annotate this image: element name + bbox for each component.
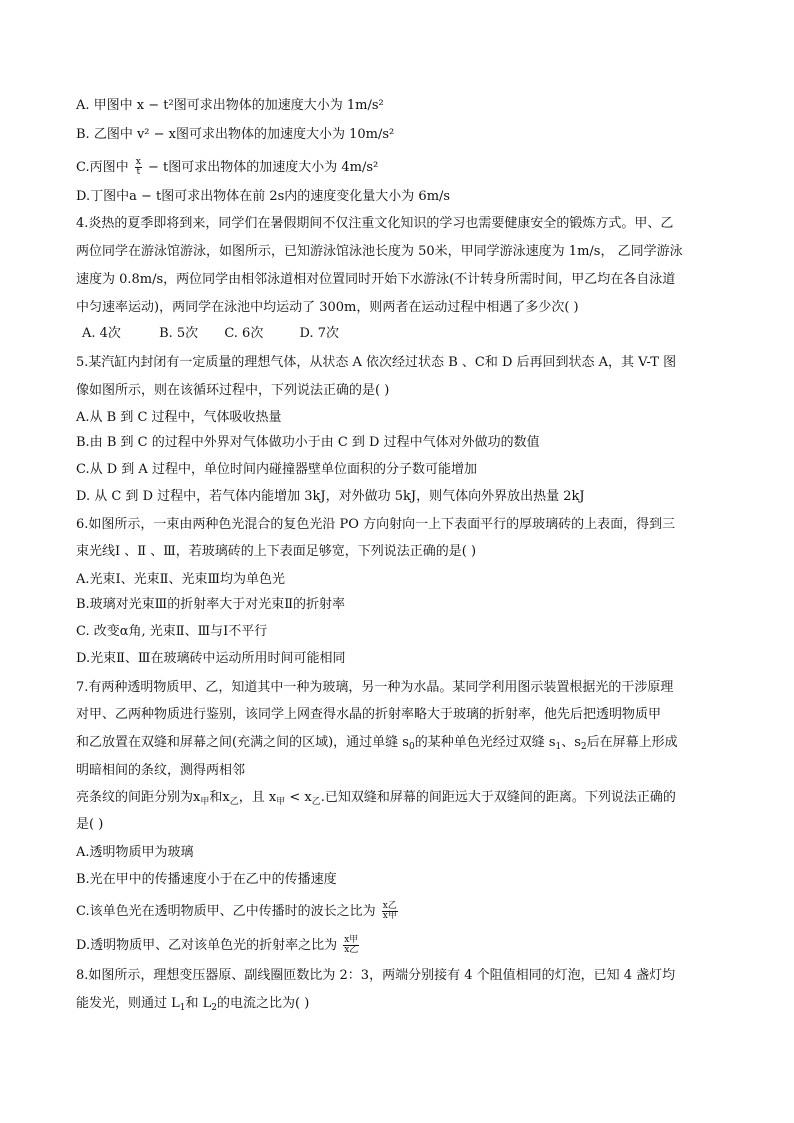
q4-stem-line: 两位同学在游泳馆游泳，如图所示，已知游泳馆泳池长度为 50米，甲同学游泳速度为 1m/s， 乙同学游泳: [76, 244, 683, 259]
q7-text: 和乙放置在双缝和屏幕之间(充满之间的区域)，通过单缝 s: [76, 735, 409, 750]
q7-stem-line: [76, 790, 676, 810]
q3-option-c-suffix: − t图可求出物体的加速度大小为 4m/s²: [147, 160, 379, 175]
fraction-denominator: x甲: [382, 911, 397, 921]
q6-stem-line: 6.如图所示，一束由两种色光混合的复色光沿 PO 方向射向一上下表面平行的厚玻璃砖的上表面，得到三: [76, 517, 676, 532]
q8-text: 的电流之比为( ): [217, 996, 310, 1011]
subscript: 2: [211, 1003, 217, 1013]
q5-option-c: C.从 D 到 A 过程中，单位时间内碰撞器壁单位面积的分子数可能增加: [76, 462, 477, 477]
q7-option-c: [76, 902, 400, 921]
q5-option-d: D. 从 C 到 D 过程中，若气体内能增加 3kJ，对外做功 5kJ，则气体向外界放出热量 2kJ: [76, 489, 585, 504]
q3-option-c-prefix: C.丙图中: [76, 160, 129, 175]
q7-option-c-text: C.该单色光在透明物质甲、乙中传播时的波长之比为: [76, 904, 376, 919]
subscript: 乙: [229, 797, 239, 807]
q4-option-c: C. 6次: [224, 326, 264, 341]
subscript: 2: [580, 742, 587, 752]
fraction-numerator: x乙: [382, 901, 397, 911]
q5-stem-line: 5.某汽缸内封闭有一定质量的理想气体，从状态 A 依次经过状态 B 、C和 D 后再回到状态 A，其 V-T 图: [76, 355, 677, 370]
q7-stem-line: 对甲、乙两种物质进行鉴别，该同学上网查得水晶的折射率略大于玻璃的折射率，他先后把透明物质甲: [76, 707, 662, 722]
q4-options: [82, 326, 339, 342]
q4-option-d: D. 7次: [299, 326, 339, 341]
q8-stem-line: [76, 996, 309, 1016]
q7-stem-line: 是( ): [76, 817, 104, 832]
fraction-numerator: x: [135, 157, 141, 167]
q8-text: 能发光，则通过 L: [76, 996, 180, 1011]
q3-option-c-fraction: [135, 158, 142, 177]
q7-text: ，且 x: [238, 790, 277, 805]
q6-option-c: C. 改变α角, 光束Ⅱ、Ⅲ与Ⅰ不平行: [76, 624, 268, 639]
q7-option-d-text: D.透明物质甲、乙对该单色光的折射率之比为: [76, 938, 338, 953]
q7-text: < x: [285, 790, 312, 805]
subscript: 1: [555, 742, 562, 752]
q7-text: 亮条纹的间距分别为x: [76, 790, 201, 805]
q4-stem-line: 4.炎热的夏季即将到来，同学们在暑假期间不仅注重文化知识的学习也需要健康安全的锻炼方式。甲、乙: [76, 216, 674, 231]
q7-text: 后在屏幕上形成: [586, 735, 678, 750]
subscript: 1: [179, 1003, 186, 1013]
q7-option-d: [76, 936, 361, 955]
q8-stem-line: 8.如图所示，理想变压器原、副线圈匝数比为 2：3，两端分别接有 4 个阻值相同的灯泡，已知 4 盏灯均: [76, 968, 676, 983]
subscript: 0: [408, 742, 415, 752]
q3-option-a: A. 甲图中 x − t²图可求出物体的加速度大小为 1m/s²: [76, 98, 384, 113]
q5-stem-line: 像如图所示，则在该循环过程中，下列说法正确的是( ): [76, 383, 390, 398]
q6-stem-line: 束光线Ⅰ 、Ⅱ 、Ⅲ，若玻璃砖的上下表面足够宽，下列说法正确的是( ): [76, 544, 477, 559]
subscript: 甲: [200, 797, 210, 807]
q4-option-a: A. 4次: [82, 326, 121, 341]
q4-option-b: B. 5次: [159, 326, 199, 341]
fraction-denominator: x乙: [344, 945, 359, 955]
fraction-numerator: x甲: [344, 935, 359, 945]
q8-text: 和 L: [185, 996, 212, 1011]
q6-option-d: D.光束Ⅱ、Ⅲ在玻璃砖中运动所用时间可能相同: [76, 651, 346, 666]
q7-text: 和x: [209, 790, 230, 805]
subscript: 甲: [276, 797, 286, 807]
q7-option-a: A.透明物质甲为玻璃: [76, 845, 194, 860]
q4-stem-line: 中匀速率运动)，两同学在泳池中均运动了 300m，则两者在运动过程中相遇了多少次( ): [76, 300, 579, 315]
q7-option-c-fraction: [382, 902, 398, 921]
q3-option-c: [76, 158, 378, 177]
q5-option-a: A.从 B 到 C 过程中，气体吸收热量: [76, 410, 282, 425]
q7-text: 的某种单色光经过双缝 s: [414, 735, 556, 750]
q7-option-d-fraction: [343, 936, 359, 955]
q7-stem-line: 7.有两种透明物质甲、乙，知道其中一种为玻璃，另一种为水晶。某同学利用图示装置根据光的干涉原理: [76, 680, 674, 695]
q6-option-b: B.玻璃对光束Ⅲ的折射率大于对光束Ⅱ的折射率: [76, 597, 346, 612]
q7-text: .已知双缝和屏幕的间距远大于双缝间的距离。下列说法正确的: [320, 790, 676, 805]
fraction-denominator: t: [136, 167, 141, 177]
subscript: 乙: [311, 797, 321, 807]
q7-option-b: B.光在甲中的传播速度小于在乙中的传播速度: [76, 872, 337, 887]
q3-option-d: D.丁图中a − t图可求出物体在前 2s内的速度变化量大小为 6m/s: [76, 189, 451, 204]
q7-stem-line: 明暗相间的条纹，测得两相邻: [76, 763, 246, 778]
q4-stem-line: 速度为 0.8m/s，两位同学由相邻泳道相对位置同时开始下水游泳(不计转身所需时间，甲乙均在各自泳道: [76, 272, 676, 287]
q3-option-b: B. 乙图中 v² − x图可求出物体的加速度大小为 10m/s²: [76, 127, 395, 142]
q6-option-a: A.光束Ⅰ、光束Ⅱ、光束Ⅲ均为单色光: [76, 572, 286, 587]
q5-option-b: B.由 B 到 C 的过程中外界对气体做功小于由 C 到 D 过程中气体对外做功的数值: [76, 435, 540, 450]
q7-stem-line: [76, 735, 678, 755]
q7-text: 、s: [561, 735, 581, 750]
